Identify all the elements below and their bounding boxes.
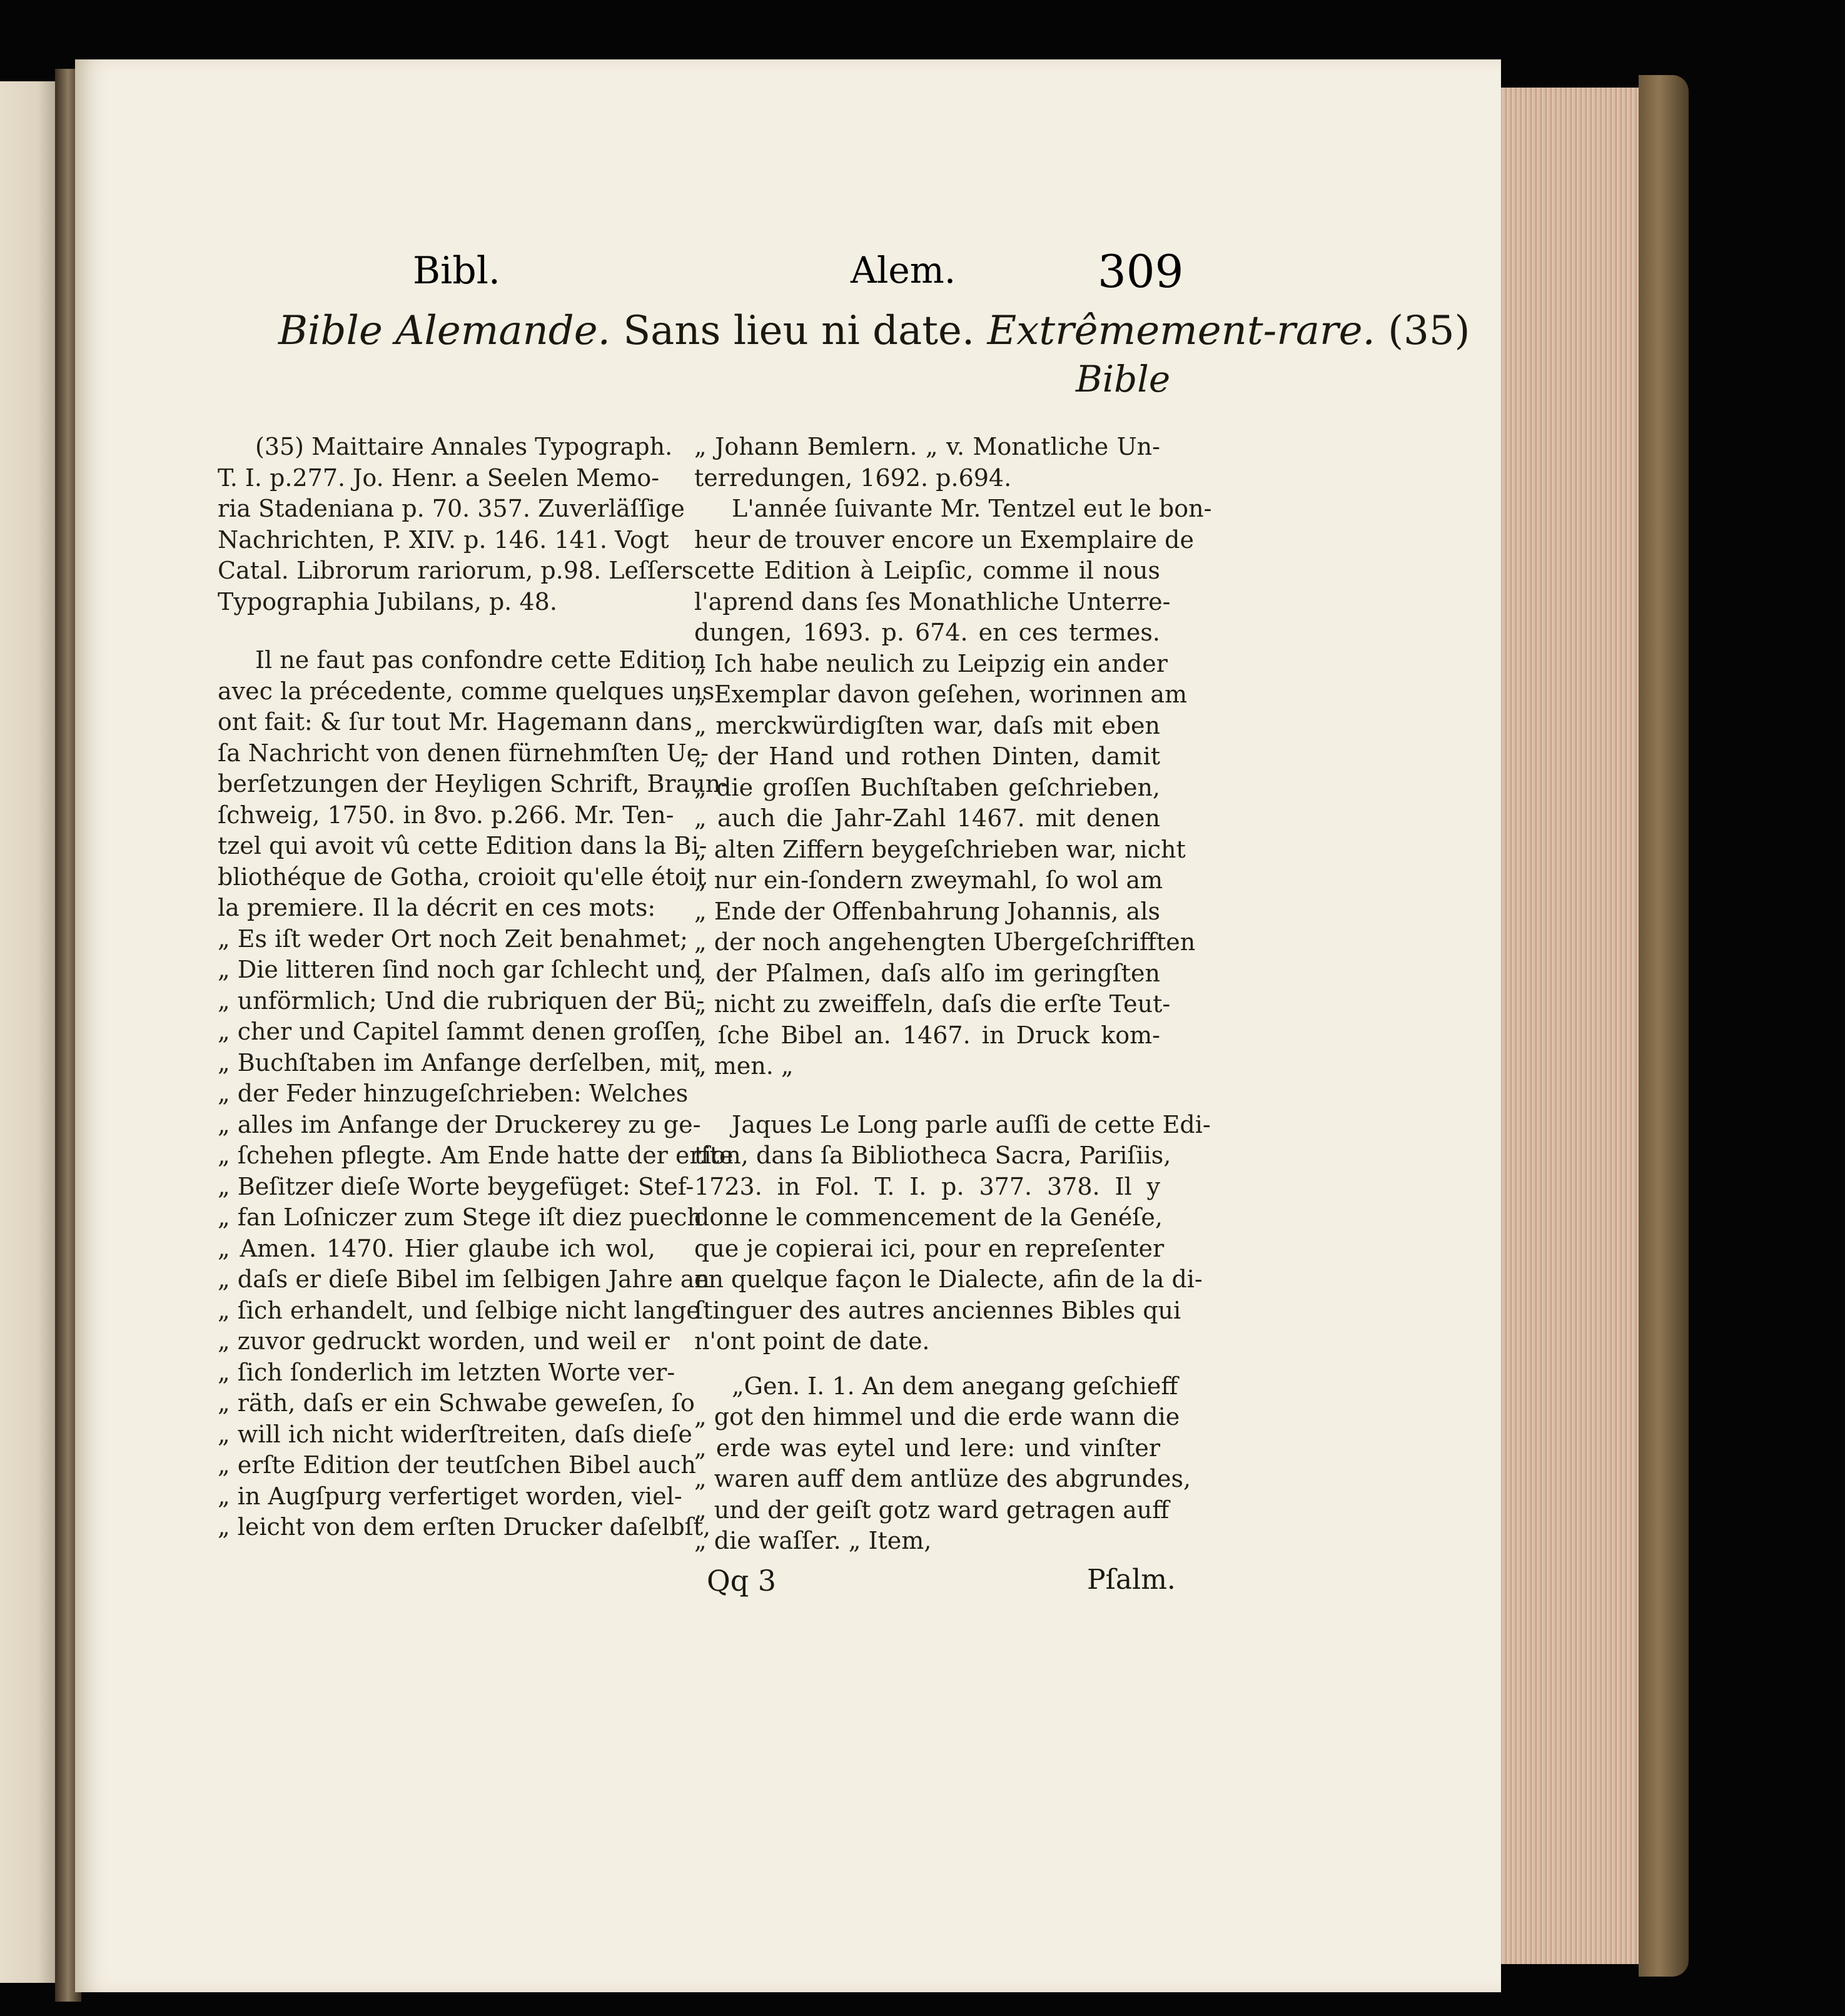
text-line: „ der Hand und rothen Dinten, damit [694, 742, 1160, 770]
text-line: „ und der geiſt gotz ward getragen auff [694, 1496, 1170, 1524]
running-head-left: Bibl. [413, 249, 500, 293]
text-line: (35) Maittaire Annales Typograph. [255, 433, 673, 460]
text-line: bliothéque de Gotha, croioit qu'elle étoit [218, 863, 707, 891]
text-line: ſtinguer des autres anciennes Bibles qui [694, 1296, 1181, 1324]
text-line: „ waren auff dem antlüze des abgrundes, [694, 1465, 1191, 1492]
text-line: „ der Feder hinzugeſchrieben: Welches [218, 1080, 689, 1107]
text-line: ſchweig, 1750. in 8vo. p.266. Mr. Ten- [218, 801, 674, 829]
text-line: „ Ende der Offenbahrung Johannis, als [694, 897, 1160, 925]
text-line: n'ont point de date. [694, 1327, 930, 1355]
text-line: „ Exemplar davon geſehen, worinnen am [694, 681, 1188, 708]
text-line: „ ſich ſonderlich im letzten Worte ver- [218, 1358, 675, 1386]
text-line: l'aprend dans ſes Monathliche Unterre- [694, 587, 1171, 615]
text-line: ont fait: & ſur tout Mr. Hagemann dans [218, 708, 692, 736]
text-line: „ die waſſer. „ Item, [694, 1527, 932, 1554]
left-column [218, 432, 734, 1543]
text-line: Nachrichten, P. XIV. p. 146. 141. Vogt [218, 525, 669, 554]
title-note-ref: (35) [1388, 308, 1470, 354]
text-line: „ die groſſen Buchſtaben geſchrieben, [694, 773, 1160, 801]
text-line: „ leicht von dem erſten Drucker daſelbſt, [218, 1513, 711, 1541]
text-line: L'année ſuivante Mr. Tentzel eut le bon- [732, 495, 1212, 522]
text-line: berſetzungen der Heyligen Schrift, Braun- [218, 770, 729, 798]
body-text-block-c [694, 1110, 1211, 1357]
text-line: „ Amen. 1470. Hier glaube ich wol, [218, 1234, 655, 1262]
text-line: Typographia Jubilans, p. 48. [218, 587, 557, 615]
body-text-block [218, 645, 734, 1543]
title-part-3: Extrêmement-rare. [987, 308, 1375, 354]
text-line: „ Die litteren ſind noch gar ſchlecht und [218, 956, 702, 983]
page-number: 309 [1098, 245, 1184, 298]
text-line: „ will ich nicht widerſtreiten, daſs dieſe [218, 1420, 692, 1448]
text-line: donne le commencement de la Genéſe, [694, 1203, 1163, 1231]
text-line: „ cher und Capitel ſammt denen groſſen [218, 1018, 701, 1045]
text-line: Jaques Le Long parle auſſi de cette Edi- [732, 1110, 1211, 1138]
text-line: „ Beſitzer dieſe Worte beygefüget: Stef- [218, 1172, 694, 1200]
paragraph-gap [694, 1357, 1160, 1371]
body-text-block-a [694, 432, 1160, 494]
title-part-2: Sans lieu ni date. [623, 308, 975, 354]
text-line: Catal. Librorum rariorum, p.98. Leſſers [218, 557, 694, 584]
text-line: cette Edition à Leipſic, comme il nous [694, 557, 1160, 584]
entry-title [278, 308, 1470, 354]
text-line: „ in Augſpurg verfertiget worden, viel- [218, 1482, 682, 1510]
text-line: „ daſs er dieſe Bibel im ſelbigen Jahre an [218, 1265, 710, 1293]
left-page-edge [0, 81, 63, 1983]
running-head-center: Alem. [851, 249, 956, 291]
text-line: la premiere. Il la décrit en ces mots: [218, 894, 656, 921]
text-line: „ ſche Bibel an. 1467. in Druck kom- [694, 1021, 1160, 1049]
text-line: „ fan Loſniczer zum Stege iſt diez puech [218, 1203, 702, 1231]
text-line: „ zuvor gedruckt worden, und weil er [218, 1327, 670, 1355]
text-line: dungen, 1693. p. 674. en ces termes. [694, 619, 1160, 646]
text-line: „ merckwürdigſten war, daſs mit eben [694, 711, 1160, 739]
text-line: „ alles im Anfange der Druckerey zu ge- [218, 1110, 701, 1138]
text-line: ſa Nachricht von denen fürnehmſten Ue- [218, 739, 709, 767]
text-line: „ men. „ [694, 1052, 794, 1080]
text-line: que je copierai ici, pour en repreſenter [694, 1234, 1165, 1262]
text-line: „Gen. I. 1. An dem anegang geſchieff [732, 1372, 1178, 1400]
text-line: 1723. in Fol. T. I. p. 377. 378. Il y [694, 1172, 1160, 1200]
paragraph-gap [694, 1082, 1160, 1110]
text-line: T. I. p.277. Jo. Henr. a Seelen Memo- [218, 463, 660, 492]
title-part-1: Bible Alemande. [278, 308, 610, 354]
body-text-block-d [694, 1371, 1191, 1557]
text-line: tion, dans ſa Bibliotheca Sacra, Pariſiis, [694, 1142, 1171, 1169]
text-line: en quelque façon le Dialecte, afin de la di- [694, 1265, 1203, 1293]
body-text-block-b [694, 494, 1212, 1082]
catchword-top: Bible [1076, 358, 1171, 400]
cover-right-edge [1639, 75, 1689, 1977]
text-line: ria Stadeniana p. 70. 357. Zuverläſſige [218, 495, 685, 522]
text-line: „ nicht zu zweiffeln, daſs die erſte Teut- [694, 990, 1171, 1018]
text-line: „ got den himmel und die erde wann die [694, 1403, 1180, 1431]
text-line: „ Es iſt weder Ort noch Zeit benahmet; [218, 924, 688, 953]
text-line: tzel qui avoit vû cette Edition dans la Bi- [218, 832, 707, 859]
signature-mark: Qq 3 [707, 1564, 777, 1598]
right-column [694, 432, 1212, 1557]
text-line: „ der noch angehengten Ubergeſchrifften [694, 928, 1196, 956]
text-line: „ erde was eytel und lere: und vinſter [694, 1434, 1160, 1462]
text-line: „ alten Ziffern beygeſchrieben war, nicht [694, 835, 1186, 863]
text-line: „ auch die Jahr-Zahl 1467. mit denen [694, 804, 1160, 832]
text-line: „ ſich erhandelt, und ſelbige nicht lange [218, 1296, 700, 1324]
text-line: avec la précedente, comme quelques uns [218, 677, 715, 705]
text-line: Il ne faut pas confondre cette Edition [255, 646, 706, 674]
text-line: „ erſte Edition der teutſchen Bibel auch [218, 1451, 696, 1479]
text-line: „ nur ein-ſondern zweymahl, ſo wol am [694, 866, 1163, 894]
text-line: heur de trouver encore un Exemplaire de [694, 525, 1194, 554]
text-line: „ Ich habe neulich zu Leipzig ein ander [694, 649, 1168, 677]
text-line: „ ſchehen pflegte. Am Ende hatte der erſte [218, 1142, 734, 1169]
footnote-block [218, 432, 694, 617]
text-line: „ der Pſalmen, daſs alſo im geringſten [694, 959, 1160, 987]
text-line: „ räth, daſs er ein Schwabe geweſen, ſo [218, 1389, 695, 1417]
paragraph-gap [218, 617, 655, 645]
text-line: „ unförmlich; Und die rubriquen der Bü- [218, 986, 705, 1015]
text-line: terredungen, 1692. p.694. [694, 463, 1012, 492]
text-line: „ Johann Bemlern. „ v. Monatliche Un- [694, 433, 1160, 460]
catchword-bottom: Pſalm. [1087, 1564, 1176, 1596]
text-line: „ Buchſtaben im Anfange derſelben, mit [218, 1048, 700, 1076]
